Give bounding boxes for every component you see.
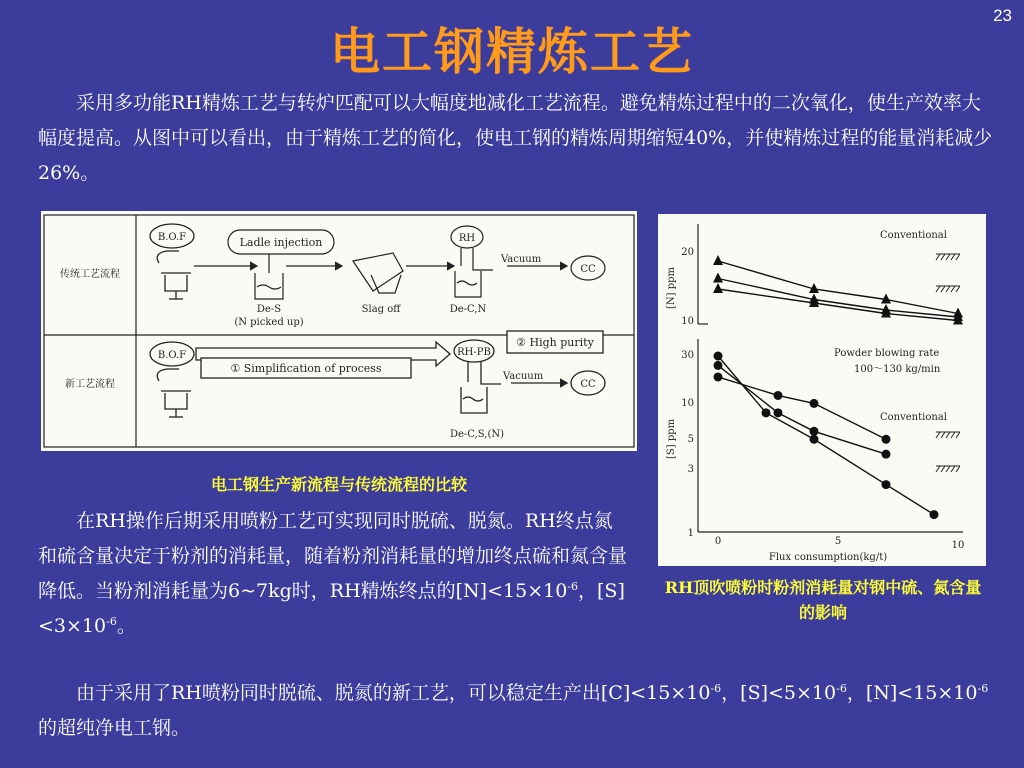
flux-graph-figure bbox=[658, 214, 986, 566]
nitrogen-point-3-1 bbox=[713, 283, 723, 293]
nitrogen-series-group bbox=[713, 255, 963, 325]
slag-off-label: Slag off bbox=[361, 304, 401, 315]
rh-label: RH bbox=[458, 233, 476, 244]
n-picked-up-label: (N picked up) bbox=[234, 317, 304, 328]
s-ytick-3: 3 bbox=[687, 464, 694, 475]
sulfur-point-1-3 bbox=[810, 435, 819, 444]
sulfur-point-1-1 bbox=[714, 352, 723, 361]
flow-figure-caption: 电工钢生产新流程与传统流程的比较 bbox=[210, 475, 467, 494]
nitrogen-series-line-3 bbox=[718, 289, 958, 321]
body1-line-c: 。 bbox=[116, 615, 136, 637]
body2-exponent-1: -6 bbox=[710, 682, 722, 695]
simplification-label: ① Simplification of process bbox=[230, 362, 382, 375]
powder-rate-label: Powder blowing rate bbox=[834, 348, 940, 359]
body2-text bbox=[38, 676, 998, 746]
body1-exponent-1: -6 bbox=[567, 580, 579, 593]
sulfur-point-3-2 bbox=[774, 391, 783, 400]
sulfur-point-3-1 bbox=[714, 372, 723, 381]
body2-exponent-3: -6 bbox=[977, 682, 989, 695]
xtick-5: 5 bbox=[834, 536, 842, 547]
sulfur-point-1-5 bbox=[930, 510, 939, 519]
intro-paragraph bbox=[38, 86, 993, 191]
sulfur-point-2-1 bbox=[714, 361, 723, 370]
row2-label: 新工艺流程 bbox=[65, 379, 115, 390]
cc-label-2: CC bbox=[580, 379, 596, 390]
n-ytick-10: 10 bbox=[681, 316, 694, 327]
body2-exponent-2: -6 bbox=[836, 682, 847, 695]
nitrogen-point-2-1 bbox=[713, 273, 723, 283]
xtick-0: 0 bbox=[714, 536, 722, 547]
s-ytick-1: 1 bbox=[687, 528, 694, 539]
sulfur-point-2-4 bbox=[882, 450, 891, 459]
s-ytick-10: 10 bbox=[681, 398, 694, 409]
s-conventional-label: Conventional bbox=[880, 412, 947, 423]
powder-rate-value: 100～130 kg/min bbox=[854, 364, 941, 375]
s-ylabel: [S] ppm bbox=[666, 418, 677, 459]
de-csn-label: De-C,S,(N) bbox=[449, 429, 505, 440]
vacuum-label-2: Vacuum bbox=[503, 371, 544, 382]
page-number: 23 bbox=[993, 6, 1012, 25]
body2-line-d: 的超纯净电工钢。 bbox=[38, 717, 191, 739]
body1-line-a: 在RH操作后期采用喷粉工艺可实现同时脱硫、脱氮。RH终点氮和硫含量决定于粉剂的消耗量，随着粉剂消耗量的增加终点硫和氮含量降低。当粉剂消耗量为6~7kg时，RH精炼终点的[N]<15×10 bbox=[38, 510, 628, 602]
s-ytick-5: 5 bbox=[687, 434, 694, 445]
vacuum-label-1: Vacuum bbox=[501, 254, 542, 265]
intro-text: 采用多功能RH精炼工艺与转炉匹配可以大幅度地减化工艺流程。避免精炼过程中的二次氧化，使生产效率大幅度提高。从图中可以看出，由于精炼工艺的简化，使电工钢的精炼周期缩短40%，并使精炼过程的能量消耗减少26%。 bbox=[38, 92, 993, 184]
body-paragraph-1 bbox=[38, 504, 628, 644]
nitrogen-point-1-1 bbox=[713, 255, 723, 265]
xtick-10: 10 bbox=[951, 540, 965, 551]
graph-xlabel: Flux consumption(kg/t) bbox=[768, 552, 888, 563]
cc-label-1: CC bbox=[580, 264, 596, 275]
body1-exponent-2: -6 bbox=[106, 615, 117, 628]
graph-caption: RH顶吹喷粉时粉剂消耗量对钢中硫、氮含量的影响 bbox=[664, 578, 982, 622]
de-s-label: De-S bbox=[256, 304, 282, 315]
rh-pb-label: RH-PB bbox=[457, 347, 491, 358]
s-ytick-30: 30 bbox=[681, 350, 694, 361]
high-purity-label: ② High purity bbox=[516, 336, 594, 349]
bof-label-2: B.O.F bbox=[157, 350, 187, 361]
body1-line-b: ，[S]<3×10 bbox=[38, 580, 625, 637]
sulfur-series-line-2 bbox=[718, 365, 886, 454]
row1-label: 传统工艺流程 bbox=[60, 269, 120, 280]
n-ylabel: [N] ppm bbox=[666, 266, 677, 309]
process-flow-figure bbox=[41, 211, 637, 451]
sulfur-point-2-3 bbox=[810, 427, 819, 436]
body2-line-c: ，[N]<15×10 bbox=[846, 682, 978, 704]
sulfur-series-group bbox=[714, 352, 939, 520]
body1-text bbox=[38, 504, 628, 644]
de-cn-label: De-C,N bbox=[449, 304, 487, 315]
bof-label-1: B.O.F bbox=[157, 232, 187, 243]
hatch-marks bbox=[936, 254, 960, 472]
body-paragraph-2 bbox=[38, 676, 998, 746]
slide-title: 电工钢精炼工艺 bbox=[330, 23, 694, 81]
sulfur-point-2-2 bbox=[774, 408, 783, 417]
sulfur-point-1-4 bbox=[882, 480, 891, 489]
ladle-injection-label: Ladle injection bbox=[239, 236, 323, 249]
body2-line-b: ，[S]<5×10 bbox=[721, 682, 837, 704]
n-conventional-label: Conventional bbox=[880, 230, 947, 241]
nitrogen-series-line-1 bbox=[718, 261, 958, 314]
body2-line-a: 由于采用了RH喷粉同时脱硫、脱氮的新工艺，可以稳定生产出[C]<15×10 bbox=[76, 682, 711, 704]
sulfur-point-1-2 bbox=[762, 408, 771, 417]
sulfur-point-3-3 bbox=[810, 399, 819, 408]
sulfur-point-3-4 bbox=[882, 435, 891, 444]
nitrogen-series-line-2 bbox=[718, 279, 958, 318]
n-ytick-20: 20 bbox=[681, 247, 694, 258]
